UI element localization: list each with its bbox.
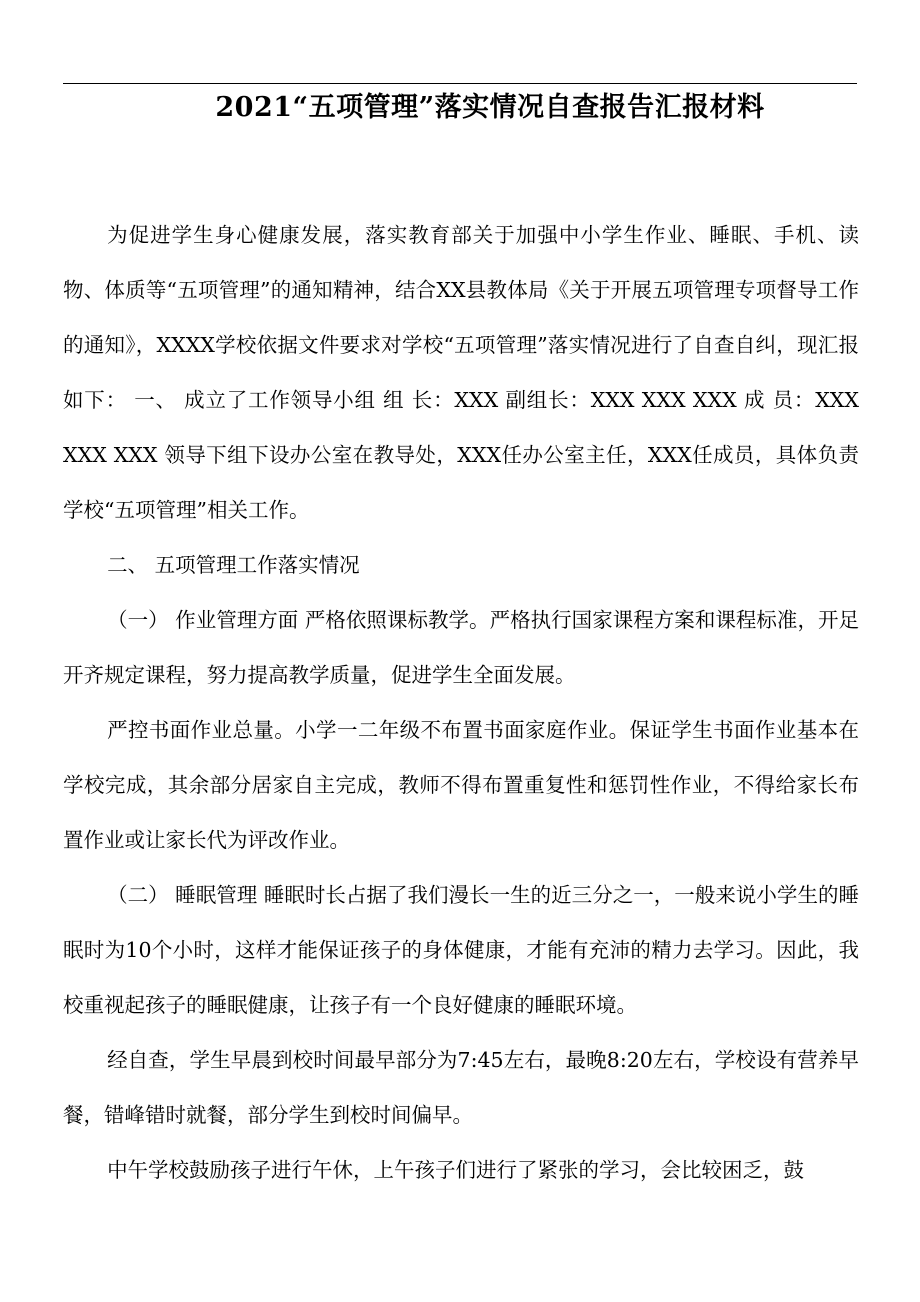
paragraph-homework-limit: 严控书面作业总量。小学一二年级不布置书面家庭作业。保证学生书面作业基本在学校完成，其余部分居家自主完成，教师不得布置重复性和惩罚性作业，不得给家长布置作业或让家长代为评改作业。: [63, 718, 859, 852]
document-title: 2021“五项管理”落实情况自查报告汇报材料: [215, 92, 765, 123]
paragraph-homework-management: （一） 作业管理方面 严格依照课标教学。严格执行国家课程方案和课程标准，开足开齐规定课程，努力提高教学质量，促进学生全面发展。: [63, 608, 859, 687]
paragraph-noon-rest: 中午学校鼓励孩子进行午休，上午孩子们进行了紧张的学习，会比较困乏，鼓: [107, 1158, 805, 1182]
document-body: [63, 208, 859, 1198]
paragraph-intro: 为促进学生身心健康发展，落实教育部关于加强中小学生作业、睡眠、手机、读物、体质等“五项管理”的通知精神，结合XX县教体局《关于开展五项管理专项督导工作的通知》，XXXX学校依据文件要求对学校“五项管理”落实情况进行了自查自纠，现汇报如下： 一、 成立了工作领导小组 组 长：XXX 副组长：XXX XXX XXX 成 员：XXX XXX XXX 领导下组下设办公室在教导处，XXX任办公室主任，XXX任成员，具体负责学校“五项管理”相关工作。: [63, 223, 859, 522]
paragraph-arrival-time: 经自查，学生早晨到校时间最早部分为7:45左右，最晚8:20左右，学校设有营养早餐，错峰错时就餐，部分学生到校时间偏早。: [63, 1048, 859, 1127]
paragraph-sleep-management: （二） 睡眠管理 睡眠时长占据了我们漫长一生的近三分之一，一般来说小学生的睡眠时为10个小时，这样才能保证孩子的身体健康，才能有充沛的精力去学习。因此，我校重视起孩子的睡眠健康，让孩子有一个良好健康的睡眠环境。: [63, 883, 859, 1017]
paragraph-section-two-heading: 二、 五项管理工作落实情况: [107, 553, 360, 577]
header-rule: [63, 83, 857, 84]
